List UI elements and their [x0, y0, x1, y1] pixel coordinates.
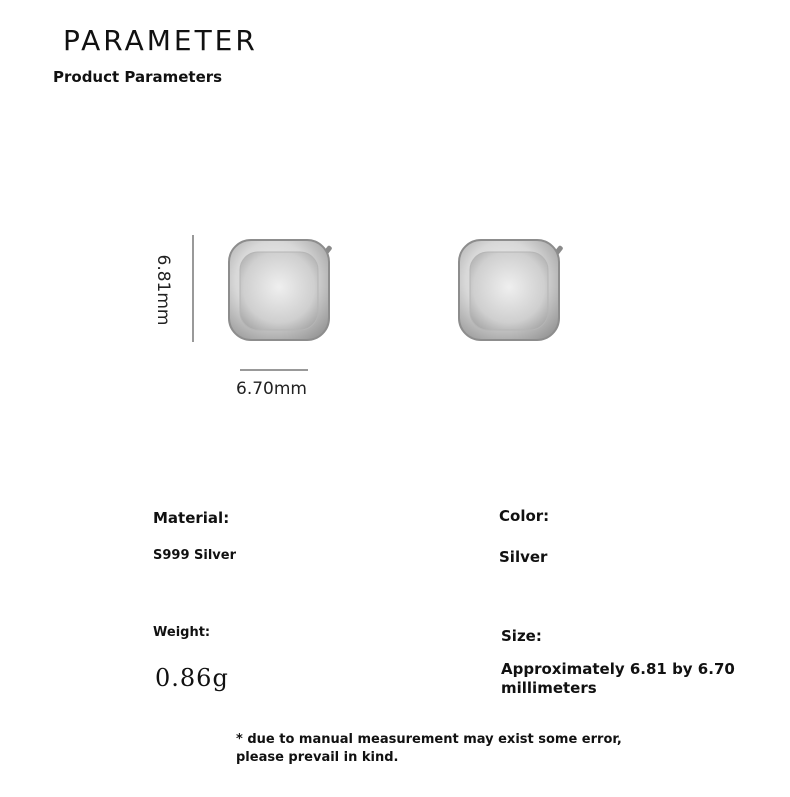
height-dimension-label: 6.81mm: [153, 254, 173, 326]
material-label: Material:: [153, 509, 230, 527]
color-label: Color:: [499, 507, 550, 525]
earring-left: [229, 240, 333, 340]
measurement-note: [236, 731, 656, 767]
color-value: Silver: [499, 548, 548, 566]
width-dimension-label: 6.70mm: [236, 379, 307, 399]
material-value: S999 Silver: [153, 548, 237, 563]
size-value: Approximately 6.81 by 6.70 millimeters: [501, 660, 735, 697]
earring-right: [459, 240, 564, 340]
page-title: PARAMETER: [63, 24, 258, 57]
section-subtitle: Product Parameters: [53, 68, 223, 86]
note-line-2: please prevail in kind.: [236, 750, 399, 765]
weight-label: Weight:: [153, 625, 211, 640]
weight-value: 0.86g: [155, 664, 229, 692]
note-line-1: * due to manual measurement may exist some error,: [236, 732, 622, 747]
size-label: Size:: [501, 627, 542, 645]
